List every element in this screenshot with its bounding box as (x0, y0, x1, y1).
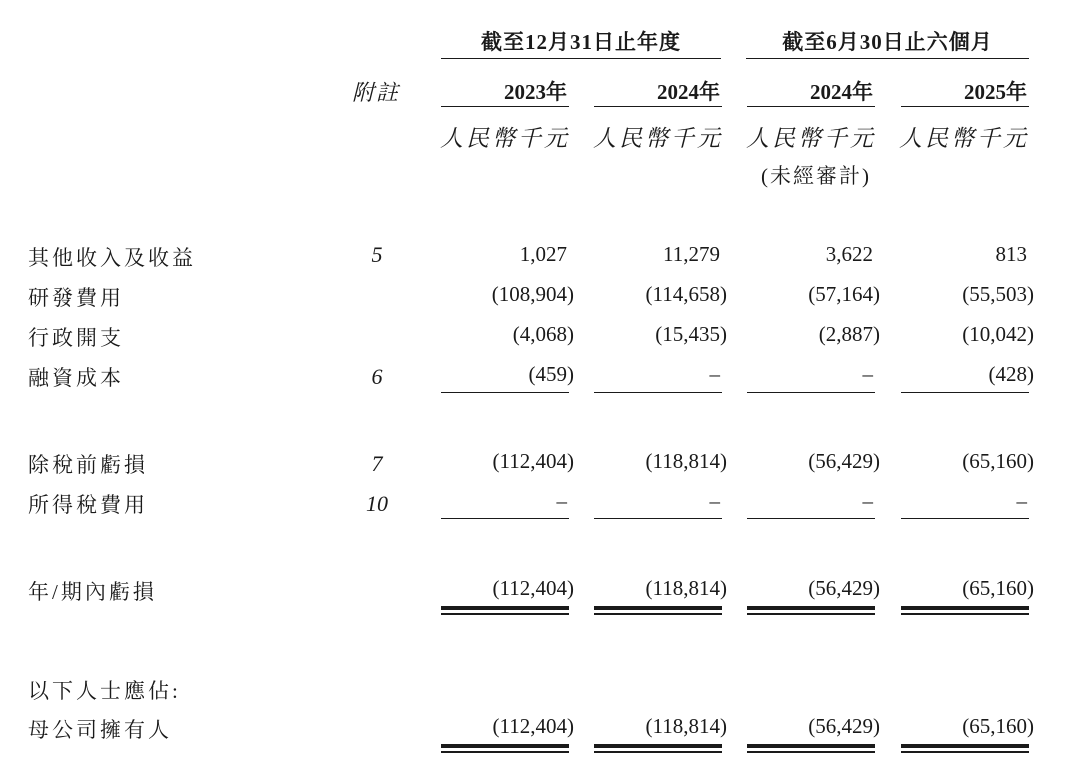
row-value: – (709, 489, 720, 513)
year-header-3: 2024年 (810, 80, 873, 104)
row-label-income-tax: 所得稅費用 (28, 493, 148, 517)
row-label-attributable-to: 以下人士應佔: (28, 679, 181, 703)
total-double-rule-2 (594, 606, 722, 615)
subtotal-rule-2 (594, 392, 722, 393)
row-value: (56,429) (808, 449, 880, 473)
row-value: (56,429) (808, 714, 880, 738)
row-value: (55,503) (962, 282, 1034, 306)
note-column-header: 附註 (352, 80, 401, 105)
currency-header-4: 人民幣千元 (899, 126, 1029, 151)
row-value: (118,814) (645, 576, 727, 600)
row-value: (108,904) (491, 282, 574, 306)
row-value: – (862, 362, 873, 386)
row-value: (118,814) (645, 449, 727, 473)
year-rule-2 (594, 106, 722, 107)
tax-rule-3 (747, 518, 875, 519)
header-group-six-months: 截至6月30日止六個月 (782, 30, 993, 54)
total-double-rule-1 (441, 606, 569, 615)
total-double-rule-3 (747, 606, 875, 615)
year-header-2: 2024年 (657, 80, 720, 104)
row-note-other-income: 5 (371, 242, 383, 267)
row-value: (112,404) (492, 714, 574, 738)
subtotal-rule-3 (747, 392, 875, 393)
row-value: (57,164) (808, 282, 880, 306)
tax-rule-2 (594, 518, 722, 519)
row-value: (2,887) (818, 322, 880, 346)
row-value: (118,814) (645, 714, 727, 738)
row-value: (10,042) (962, 322, 1034, 346)
row-value: 1,027 (519, 242, 567, 266)
year-rule-1 (441, 106, 569, 107)
row-value: (114,658) (645, 282, 727, 306)
row-note-finance-costs: 6 (371, 364, 383, 389)
unaudited-note: (未經審計) (761, 164, 871, 188)
owners-double-rule-3 (747, 744, 875, 753)
row-note-loss-before-tax: 7 (371, 451, 383, 476)
header-group-year-ended: 截至12月31日止年度 (481, 30, 681, 54)
year-header-4: 2025年 (964, 80, 1027, 104)
owners-double-rule-2 (594, 744, 722, 753)
row-value: (15,435) (655, 322, 727, 346)
row-label-finance-costs: 融資成本 (28, 366, 124, 390)
row-value: – (556, 489, 567, 513)
row-value: (112,404) (492, 576, 574, 600)
tax-rule-1 (441, 518, 569, 519)
owners-double-rule-1 (441, 744, 569, 753)
tax-rule-4 (901, 518, 1029, 519)
total-double-rule-4 (901, 606, 1029, 615)
row-label-loss-for-period: 年/期內虧損 (28, 580, 157, 604)
row-value: (4,068) (512, 322, 574, 346)
row-value: (428) (988, 362, 1034, 386)
row-value: – (1016, 489, 1027, 513)
row-note-income-tax: 10 (366, 491, 388, 516)
currency-header-3: 人民幣千元 (746, 126, 876, 151)
row-value: – (709, 362, 720, 386)
row-label-owners-of-parent: 母公司擁有人 (28, 718, 172, 742)
row-label-admin-expenses: 行政開支 (28, 326, 124, 350)
row-value: – (862, 489, 873, 513)
group1-rule (441, 58, 721, 59)
group2-rule (746, 58, 1029, 59)
row-label-rd-expenses: 研發費用 (28, 286, 124, 310)
row-value: (112,404) (492, 449, 574, 473)
row-label-loss-before-tax: 除稅前虧損 (28, 453, 148, 477)
row-value: (459) (528, 362, 574, 386)
row-value: (56,429) (808, 576, 880, 600)
row-value: 813 (995, 242, 1027, 266)
row-value: 11,279 (663, 242, 720, 266)
subtotal-rule-1 (441, 392, 569, 393)
row-value: (65,160) (962, 576, 1034, 600)
year-rule-3 (747, 106, 875, 107)
row-value: (65,160) (962, 714, 1034, 738)
currency-header-2: 人民幣千元 (593, 126, 723, 151)
row-label-other-income: 其他收入及收益 (28, 246, 196, 270)
year-header-1: 2023年 (504, 80, 567, 104)
subtotal-rule-4 (901, 392, 1029, 393)
row-value: 3,622 (825, 242, 873, 266)
owners-double-rule-4 (901, 744, 1029, 753)
row-value: (65,160) (962, 449, 1034, 473)
year-rule-4 (901, 106, 1029, 107)
currency-header-1: 人民幣千元 (440, 126, 570, 151)
